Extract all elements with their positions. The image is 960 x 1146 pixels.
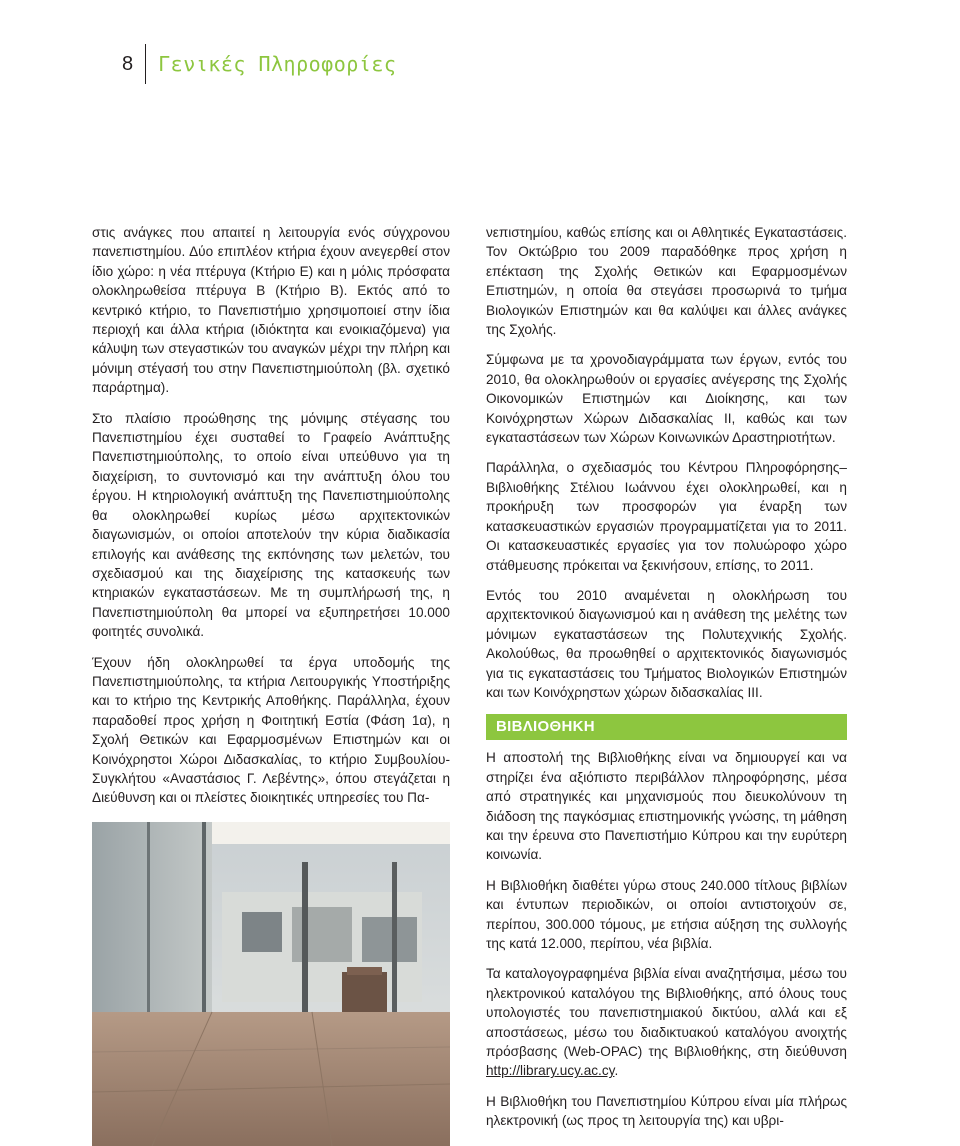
section-title: Γενικές Πληροφορίες — [158, 52, 397, 76]
left-paragraph-2: Στο πλαίσιο προώθησης της μόνιμης στέγασης του Πανεπιστημίου έχει συσταθεί το Γραφείο Ανάπτυξης Πανεπιστημιούπολης, το οποίο είναι υπεύθυνο για τη διαχείριση, το συντονισμό και την ανάπτυξη όλου του έργου. Η κτηριολογική ανάπτυξη της Πανεπιστημιούπολης θα ολοκληρωθεί κυρίως μέσω αρχιτεκτονικών διαγωνισμών, οι οποίοι αποτελούν την κύρια διαδικασία επιλογής και ανάθεσης της εκπόνησης των μελετών, του σχεδιασμού και της διαχείρισης της κατασκευής των κτηριακών εγκαταστάσεων. Με τη συμπλήρωσή της, η Πανεπιστημιούπολη θα μπορεί να εξυπηρετήσει 10.000 φοιτητές συνολικά. — [92, 410, 450, 640]
left-column — [92, 223, 450, 820]
library-paragraph-4: Η Βιβλιοθήκη του Πανεπιστημίου Κύπρου είναι μία πλήρως ηλεκτρονική (ως προς τη λειτουργία της) και υβρι- — [486, 1093, 847, 1129]
library-paragraph-2: Η Βιβλιοθήκη διαθέτει γύρω στους 240.000 τίτλους βιβλίων και έντυπων περιοδικών, οι οποίοι αντιστοιχούν σε, περίπου, 300.000 τόμους, με ετήσια αύξηση της συλλογής της κατά 12.000, περίπου, νέα βιβλία. — [486, 877, 847, 951]
right-column — [486, 223, 847, 1143]
right-paragraph-2: Σύμφωνα με τα χρονοδιαγράμματα των έργων, εντός του 2010, θα ολοκληρωθούν οι εργασίες ανέγερσης της Σχολής Οικονομικών Επιστημών και Διοίκησης, και των Κοινόχρηστων Χώρων Διδασκαλίας ΙΙ, καθώς και των εγκαταστάσεων των Χώρων Κοινωνικών Δραστηριοτήτων. — [486, 352, 847, 446]
page-number: 8 — [122, 52, 134, 75]
library-paragraph-1: Η αποστολή της Βιβλιοθήκης είναι να δημιουργεί και να στηρίζει ένα αξιόπιστο περιβάλλον πληροφόρησης, μέσα από στρατηγικές και μηχανισμούς που διευκολύνουν τη διάδοση της παγκόσμιας επιστημονικής γνώσης, τη μάθηση και την έρευνα στο Πανεπιστήμιο Κύπρου και την ευρύτερη κοινωνία. — [486, 750, 847, 863]
library-paragraph-3-end: . — [614, 1063, 619, 1079]
photo-illustration — [92, 822, 450, 1146]
library-heading: ΒΙΒΛΙΟΘΗΚΗ — [486, 714, 847, 740]
library-paragraph-3-text: Τα καταλογογραφημένα βιβλία είναι αναζητήσιμα, μέσω του ηλεκτρονικού καταλόγου της Βιβλιοθήκης, από όλους τους υπολογιστές του πανεπιστημιακού δικτύου, αλλά και εξ αποστάσεως, μέσω του διαδικτυακού καταλόγου ανοιχτής πρόσβασης (Web-OPAC) της Βιβλιοθήκης, στη διεύθυνση — [486, 966, 847, 1060]
left-paragraph-1: στις ανάγκες που απαιτεί η λειτουργία ενός σύγχρονου πανεπιστημίου. Δύο επιπλέον κτήρια έχουν ανεγερθεί στον ίδιο χώρο: η νέα πτέρυγα (Κτήριο Ε) και η μόλις πρόσφατα ολοκληρωθείσα πτέρυγα Β (Κτήριο Β). Εκτός από το κεντρικό κτήριο, το Πανεπιστήμιο χρησιμοποιεί στην ίδια περιοχή και άλλα κτήρια (ιδιόκτητα και ενοικιαζόμενα) για κάλυψη των στεγαστικών του αναγκών μέχρι την πλήρη και μόνιμη στέγασή του στην Πανεπιστημιούπολη (βλ. σχετικό παράρτημα). — [92, 225, 450, 396]
right-paragraph-4: Εντός του 2010 αναμένεται η ολοκλήρωση του αρχιτεκτονικού διαγωνισμού και η ανάθεση της μελέτης των μόνιμων εγκαταστάσεων της Πολυτεχνικής Σχολής. Ακολούθως, θα προωθηθεί ο αρχιτεκτονικός διαγωνισμός για τις εγκαταστάσεις του Τμήματος Βιολογικών Επιστημών και των Κοινόχρηστων χώρων διδασκαλίας ΙΙΙ. — [486, 587, 847, 700]
right-paragraph-1: νεπιστημίου, καθώς επίσης και οι Αθλητικές Εγκαταστάσεις. Τον Οκτώβριο του 2009 παραδόθηκε προς χρήση η επέκταση της Σχολής Θετικών και Εφαρμοσμένων Επιστημών, η οποία θα στεγάσει προσωρινά το τμήμα Βιολογικών Επιστημών και θα καλύψει και άλλες ανάγκες της Σχολής. — [486, 225, 847, 338]
page-header — [122, 44, 396, 84]
right-paragraph-3: Παράλληλα, ο σχεδιασμός του Κέντρου Πληροφόρησης–Βιβλιοθήκης Στέλιου Ιωάννου έχει ολοκληρωθεί, και η προκήρυξη των προσφορών για έναρξη των κατασκευαστικών εργασιών προγραμματίζεται για το 2011. Οι κατασκευαστικές εργασίες για τον πολυώροφο χώρο στάθμευσης πρόκειται να ξεκινήσουν, επίσης, το 2011. — [486, 460, 847, 573]
campus-building-photo — [92, 822, 450, 1146]
library-catalog-link[interactable]: http://library.ucy.ac.cy — [486, 1063, 615, 1079]
left-paragraph-3: Έχουν ήδη ολοκληρωθεί τα έργα υποδομής της Πανεπιστημιούπολης, τα κτήρια Λειτουργικής Υποστήριξης και το κτήριο της Κεντρικής Αποθήκης. Παράλληλα, έχουν παραδοθεί προς χρήση η Φοιτητική Εστία (Φάση 1α), η Σχολή Θετικών και Εφαρμοσμένων Επιστημών και οι Κοινόχρηστοι Χώροι Διδασκαλίας, το κτήριο Συμβουλίου-Συγκλήτου «Αναστάσιος Γ. Λεβέντης», όπου στεγάζεται η Διεύθυνση και οι πλείστες διοικητικές υπηρεσίες του Πα- — [92, 654, 450, 806]
library-paragraph-3 — [486, 964, 847, 1080]
